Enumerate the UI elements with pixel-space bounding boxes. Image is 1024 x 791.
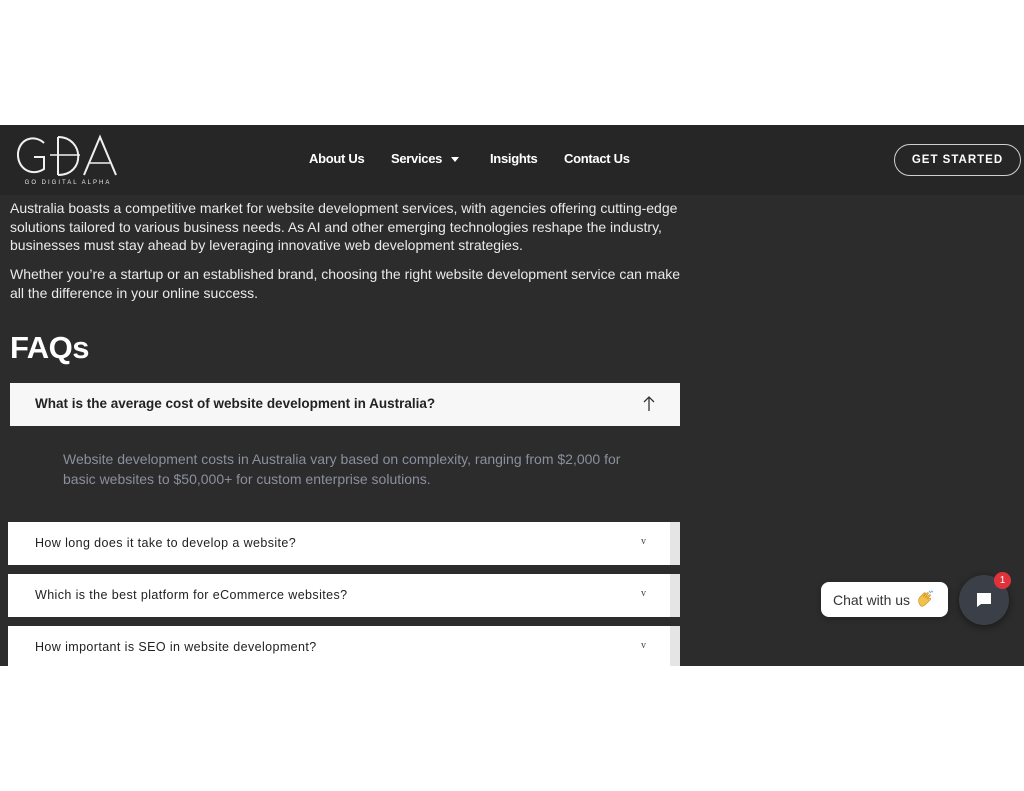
faq-item-edge xyxy=(670,522,680,565)
faq-question: What is the average cost of website development in Australia? xyxy=(35,396,436,411)
site-header xyxy=(0,125,1024,195)
faq-heading: FAQs xyxy=(10,330,89,365)
logo-subtitle: GO DIGITAL ALPHA xyxy=(24,180,112,186)
arrow-up-icon xyxy=(642,395,656,413)
faq-item[interactable] xyxy=(8,522,670,565)
faq-item-edge xyxy=(670,626,680,666)
chat-icon xyxy=(975,591,993,609)
intro-paragraph-1: Australia boasts a competitive market for website development services, with agencies offering cutting-edge solutions tailored to various business needs. As AI and other emerging technologies reshape the industry, businesses must stay ahead by leveraging innovative web development strategies. xyxy=(10,200,678,253)
logo[interactable] xyxy=(14,133,122,189)
faq-item[interactable] xyxy=(8,626,670,666)
chevron-down-icon: v xyxy=(641,536,646,547)
nav-services[interactable] xyxy=(391,151,459,166)
nav-contact-us[interactable]: Contact Us xyxy=(564,151,630,166)
caret-down-icon xyxy=(451,157,459,162)
faq-question: Which is the best platform for eCommerce websites? xyxy=(35,588,348,602)
notification-badge: 1 xyxy=(994,572,1011,589)
faq-item-open[interactable] xyxy=(10,383,680,426)
nav-about-us[interactable]: About Us xyxy=(309,151,365,166)
nav-services-label: Services xyxy=(391,151,443,166)
get-started-button[interactable]: GET STARTED xyxy=(894,144,1021,176)
waving-hand-icon xyxy=(916,590,934,608)
faq-answer: Website development costs in Australia vary based on complexity, ranging from $2,000 for basic websites to $50,000+ for custom enterprise solutions. xyxy=(63,451,621,487)
intro-paragraph-2: Whether you’re a startup or an established brand, choosing the right website development service can make all the difference in your online success. xyxy=(10,266,681,301)
faq-item[interactable] xyxy=(8,574,670,617)
chat-label: Chat with us xyxy=(833,592,911,608)
nav-insights[interactable]: Insights xyxy=(490,151,538,166)
faq-question: How long does it take to develop a website? xyxy=(35,536,297,550)
chevron-down-icon: v xyxy=(641,640,646,651)
faq-question: How important is SEO in website development? xyxy=(35,640,317,654)
chat-with-us-bubble[interactable] xyxy=(821,582,948,617)
logo-mark-icon xyxy=(14,133,122,179)
page-viewport xyxy=(0,125,1024,666)
faq-item-edge xyxy=(670,574,680,617)
chevron-down-icon: v xyxy=(641,588,646,599)
